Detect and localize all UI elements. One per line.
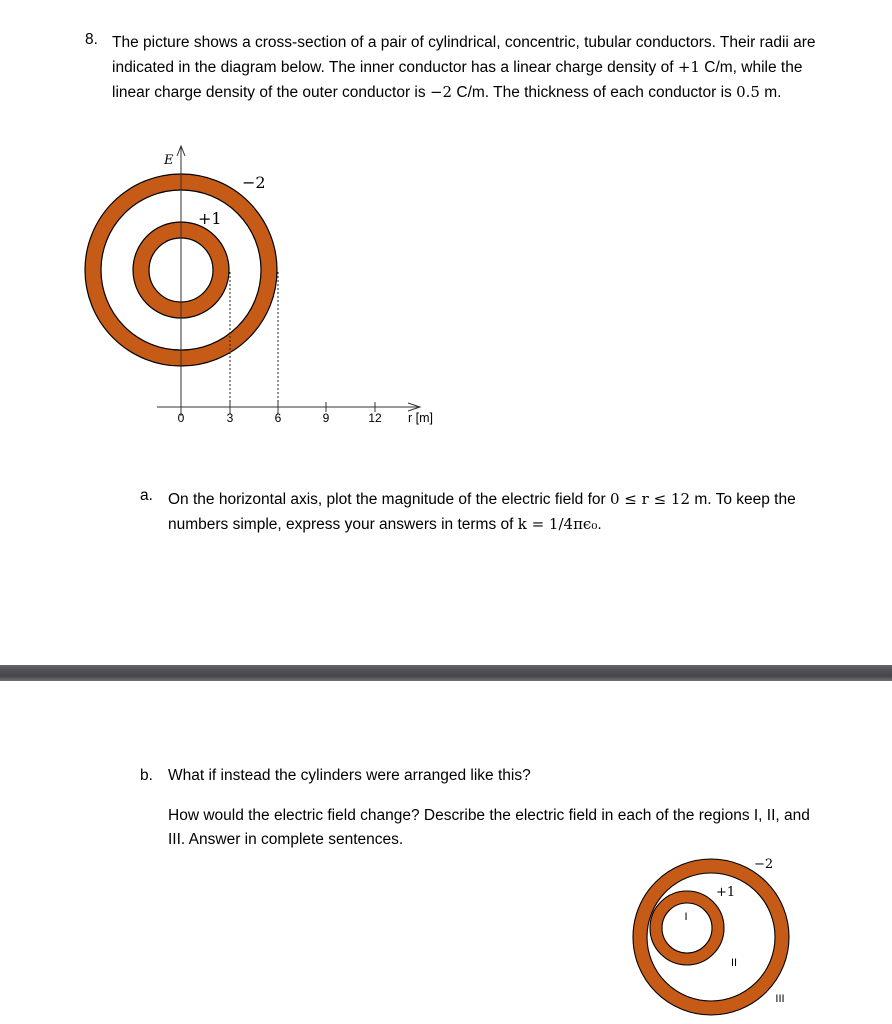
part-b-instructions: How would the electric field change? Describe the electric field in each of the regions I, II, and III. Answer in complete sentences. [168, 807, 810, 848]
intro-text-2: C/m, while the linear charge density of the outer conductor is [112, 59, 803, 101]
part-a-range: 0 ≤ r ≤ 12 [610, 490, 691, 508]
inner-conductor-ring-2 [650, 891, 724, 965]
thickness-value: 0.5 [736, 83, 760, 101]
outer-charge-label: −2 [242, 173, 266, 192]
e-axis-label: E [164, 153, 174, 168]
question-number: 8. [85, 31, 98, 48]
intro-text-3: C/m. The thickness of each conductor is [452, 84, 737, 101]
region-i-label: I [684, 911, 688, 923]
page-divider [0, 665, 892, 681]
tick-label-9: 9 [322, 411, 330, 425]
intro-text-4: m. [759, 84, 782, 101]
tick-label-0: 0 [177, 411, 185, 425]
inner-charge-label-2: +1 [716, 885, 736, 900]
intro-text-1: The picture shows a cross-section of a pair of cylindrical, concentric, tubular conductors. Their radii are indicated in the diagram below. The inner conductor has a linear charge density of [112, 34, 816, 76]
inner-density-value: +1 [677, 58, 700, 76]
concentric-conductors-diagram [0, 0, 892, 460]
tick-label-3: 3 [226, 411, 234, 425]
outer-density-value: −2 [429, 83, 453, 101]
nonconcentric-conductors-diagram [620, 848, 820, 1024]
part-a-text-1: On the horizontal axis, plot the magnitude of the electric field for [168, 491, 610, 508]
region-ii-label: II [730, 957, 738, 969]
tick-label-6: 6 [274, 411, 282, 425]
inner-charge-label: +1 [198, 209, 222, 228]
r-axis-label: r [m] [408, 411, 433, 425]
outer-charge-label-2: −2 [754, 857, 774, 872]
tick-label-12: 12 [368, 411, 382, 425]
part-a-text-2: m. To keep the numbers simple, express your answers in terms of [168, 491, 796, 533]
part-b-label: b. [140, 767, 153, 784]
part-a-k-definition: k = 1/4πϵ₀ [517, 515, 598, 533]
part-a-text-3: . [597, 516, 602, 533]
region-iii-label: III [775, 993, 785, 1005]
part-b-question: What if instead the cylinders were arranged like this? [168, 767, 531, 784]
part-a-text [168, 487, 828, 537]
part-a-label: a. [140, 487, 153, 504]
